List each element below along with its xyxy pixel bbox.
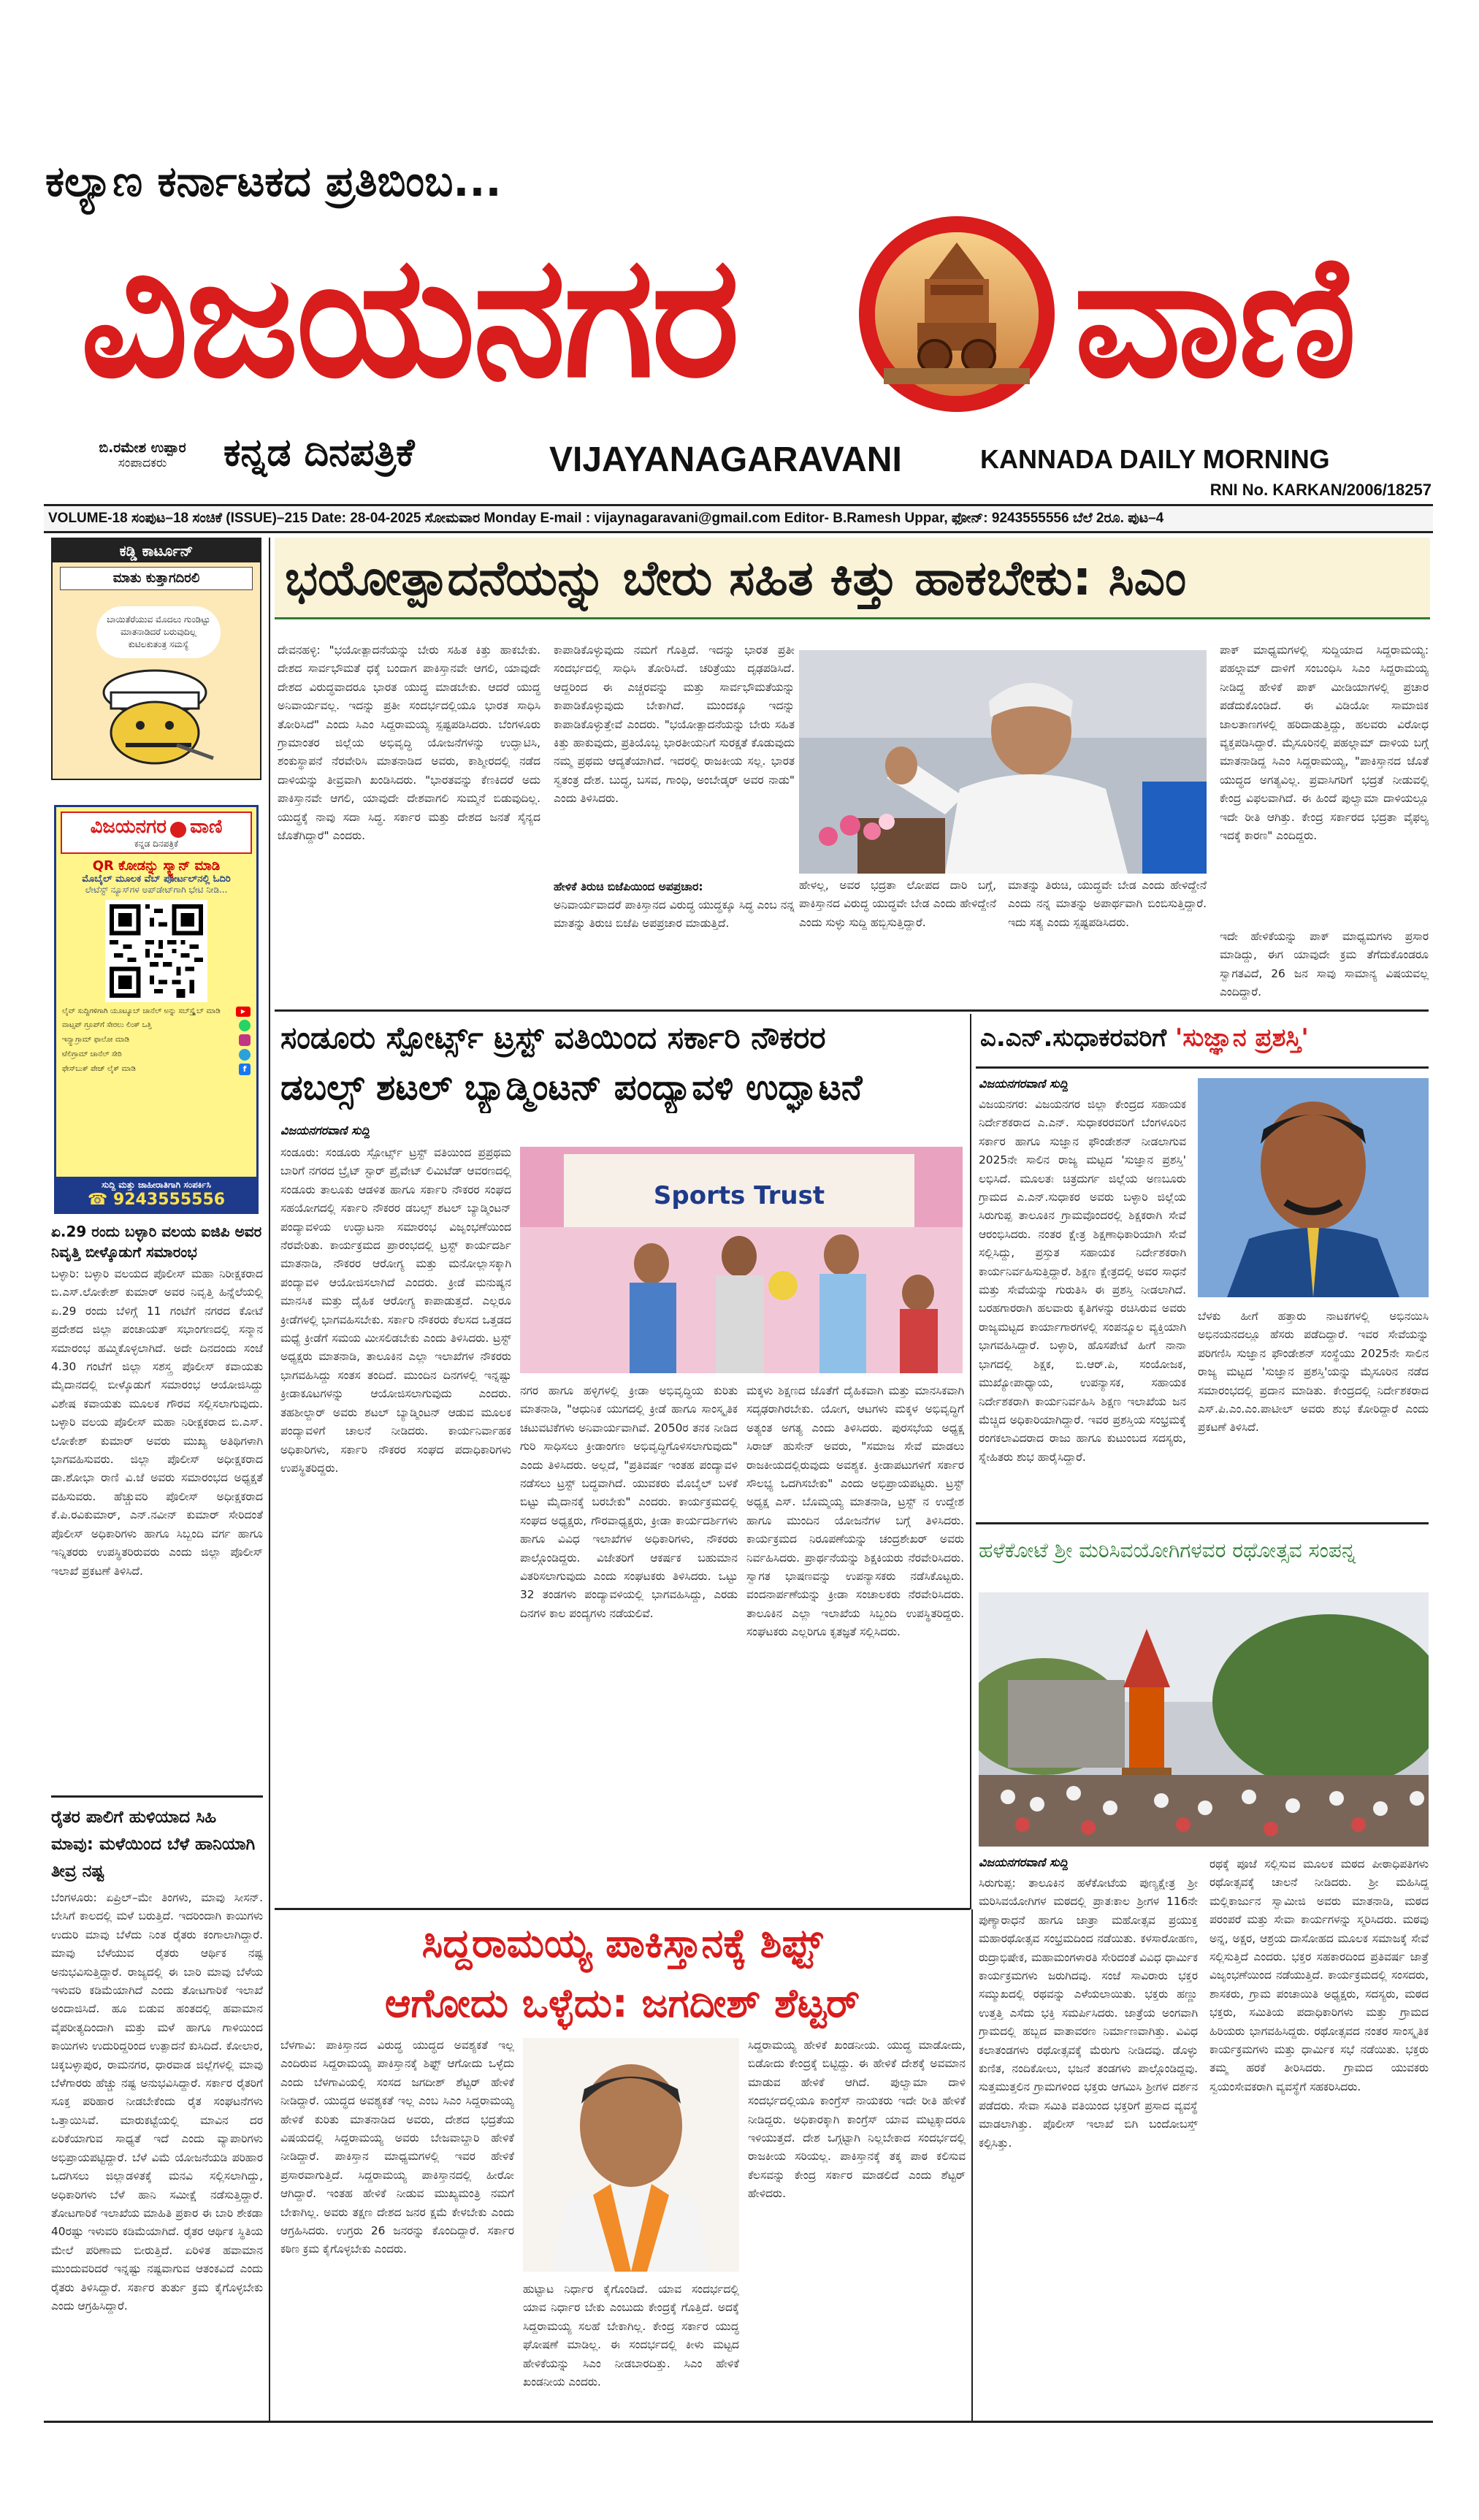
ad-line1: QR ಕೋಡನ್ನು ಸ್ಕ್ಯಾನ್ ಮಾಡಿ [92,858,221,874]
subscription-ad [54,805,259,1214]
lead-col-2: ಕಾಪಾಡಿಕೊಳ್ಳುವುದು ನಮಗೆ ಗೊತ್ತಿದೆ. ಇದನ್ನು ಭಾರತ ಪ್ರತೀ ಸಂದರ್ಭದಲ್ಲಿ ಸಾಧಿಸಿ ತೋರಿಸಿದೆ. ಚರಿತ್ರೆಯು ದೃಢಪಡಿಸಿದೆ. ಆದ್ದರಿಂದ ಈ ಎಚ್ಚರವನ್ನು ಮತ್ತು ಸಾರ್ವಭೌಮತೆಯನ್ನು ಕಾಪಾಡಿಕೊಳ್ಳುವುದು ಬೇಕಾಗಿದೆ. ಮುಂದಕ್ಕೂ ಇದನ್ನು ಕಾಪಾಡಿಕೊಳ್ಳುತ್ತೇವೆ ಎಂದರು. "ಭಯೋತ್ಪಾದನೆಯನ್ನು ಬೇರು ಸಹಿತ ಕಿತ್ತು ಹಾಕುವುದು, ಪ್ರತಿಯೊಬ್ಬ ಭಾರತೀಯನಿಗೆ ಸುರಕ್ಷತೆ ಕೊಡುವುದು ನಮ್ಮ ಪ್ರಥಮ ಆದ್ಯತೆಯಾಗಿದೆ. ಇದರಲ್ಲಿ ರಾಜಕೀಯ ಸಲ್ಲ. ಭಾರತ ಸ್ವತಂತ್ರ ದೇಶ. ಬುದ್ಧ, ಬಸವ, ಗಾಂಧಿ, ಅಂಬೇಡ್ಕರ್ ಅವರ ನಾಡು" ಎಂದು ತಿಳಿಸಿದರು. [554,644,795,806]
award-headline-name: ಎ.ಎನ್.ಸುಧಾಕರವರಿಗೆ [980,1023,1175,1053]
shettar-headline [275,1914,970,2034]
sports-headline-1: ಸಂಡೂರು ಸ್ಪೋರ್ಟ್ಸ್ ಟ್ರಸ್ಟ್ ವತಿಯಿಂದ ಸರ್ಕಾರಿ ನೌಕರರ [280,1020,826,1055]
sports-col-1: ಸಂಡೂರು: ಸಂಡೂರು ಸ್ಪೋರ್ಟ್ಸ್ ಟ್ರಸ್ಟ್ ವತಿಯಿಂದ ಪ್ರಪ್ರಥಮ ಬಾರಿಗೆ ನಗರದ ಬ್ರೈಟ್ ಸ್ಟಾರ್ ಪ್ರೈವೇಟ್ ಲಿಮಿಟೆಡ್ ಆವರಣದಲ್ಲಿ ಸಂಡೂರು ತಾಲೂಕು ಆಡಳಿತ ಹಾಗೂ ಸರ್ಕಾರಿ ನೌಕರರ ಸಂಘದ ಸಹಯೋಗದಲ್ಲಿ ಸರ್ಕಾರಿ ನೌಕರರ ಡಬಲ್ಸ್ ಶಟಲ್ ಬ್ಯಾಡ್ಮಿಂಟನ್ ಪಂದ್ಯಾವಳಿಯ ಉದ್ಘಾಟನಾ ಸಮಾರಂಭ ವಿಜೃಂಭಣೆಯಿಂದ ನೆರವೇರಿತು. ಕಾರ್ಯಕ್ರಮದ ಪ್ರಾರಂಭದಲ್ಲಿ ಟ್ರಸ್ಟ್ ಕಾರ್ಯದರ್ಶಿ ಮಾತನಾಡಿ, ನೌಕರರ ಆರೋಗ್ಯ ಮತ್ತು ಮನೋಲ್ಲಾಸಕ್ಕಾಗಿ ಪಂದ್ಯಾವಳಿ ಆಯೋಜಿಸಲಾಗಿದೆ ಎಂದರು. ಕ್ರೀಡೆ ಮನುಷ್ಯನ ಮಾನಸಿಕ ಮತ್ತು ದೈಹಿಕ ಆರೋಗ್ಯ ಕಾಪಾಡುತ್ತದೆ. ಎಲ್ಲರೂ ಕ್ರೀಡೆಗಳಲ್ಲಿ ಭಾಗವಹಿಸಬೇಕು. ಸರ್ಕಾರಿ ನೌಕರರು ಕೆಲಸದ ಒತ್ತಡದ ಮಧ್ಯೆ ಕ್ರೀಡೆಗೆ ಸಮಯ ಮೀಸಲಿಡಬೇಕು ಎಂದು ತಿಳಿಸಿದರು. ಟ್ರಸ್ಟ್ ಅಧ್ಯಕ್ಷರು ಮಾತನಾಡಿ, ತಾಲೂಕಿನ ಎಲ್ಲಾ ಇಲಾಖೆಗಳ ನೌಕರರು ಭಾಗವಹಿಸಿದ್ದು ಸಂತಸ ತಂದಿದೆ. ಮುಂದಿನ ದಿನಗಳಲ್ಲಿ ಇನ್ನಷ್ಟು ಕ್ರೀಡಾಕೂಟಗಳನ್ನು ಆಯೋಜಿಸಲಾಗುವುದು ಎಂದರು. ತಹಶೀಲ್ದಾರ್ ಅವರು ಶಟಲ್ ಬ್ಯಾಡ್ಮಿಂಟನ್ ಆಡುವ ಮೂಲಕ ಪಂದ್ಯಾವಳಿಗೆ ಚಾಲನೆ ನೀಡಿದರು. ಕಾರ್ಯನಿರ್ವಾಹಕ ಅಧಿಕಾರಿಗಳು, ಸರ್ಕಾರಿ ನೌಕರರ ಸಂಘದ ಪದಾಧಿಕಾರಿಗಳು ಉಪಸ್ಥಿತರಿದ್ದರು. [280,1146,511,1475]
lead-subhead-body: ಅನಿವಾರ್ಯವಾದರೆ ಪಾಕಿಸ್ತಾನದ ವಿರುದ್ಧ ಯುದ್ಧಕ್ಕೂ ಸಿದ್ಧ ಎಂಬ ನನ್ನ ಮಾತನ್ನು ತಿರುಚಿ ಬಿಜೆಪಿ ಅಪಪ್ರಚಾರ ಮಾಡುತ್ತಿದೆ. [554,898,795,931]
left-story-1-headline: ಏ.29 ರಂದು ಬಳ್ಳಾರಿ ವಲಯ ಐಜಿಪಿ ಅವರ ನಿವೃತ್ತಿ ಬೀಳ್ಕೊಡುಗೆ ಸಮಾರಂಭ [51,1223,262,1261]
rni-number: RNI No. KARKAN/2006/18257 [1209,481,1432,499]
editor-name: ಬಿ.ರಮೇಶ ಉಪ್ಪಾರ [99,440,186,456]
cartoon-box [51,538,261,780]
kannada-daily-label: ಕನ್ನಡ ದಿನಪತ್ರಿಕೆ [223,431,415,475]
phone-icon: ☎ [87,1191,113,1209]
masthead-tagline: ಕಲ್ಯಾಣ ಕರ್ನಾಟಕದ ಪ್ರತಿಬಿಂಬ... [45,156,502,206]
ad-social-text: ಇನ್ಸ್ಟಾಗ್ರಾಮ್ ಫಾಲೋ ಮಾಡಿ [62,1036,130,1044]
divider [275,1908,970,1910]
vertical-divider [269,538,270,2421]
masthead-title-right: ವಾಣಿ [1074,220,1354,415]
left-story-2-headline: ರೈತರ ಪಾಲಿಗೆ ಹುಳಿಯಾದ ಸಿಹಿ ಮಾವು: ಮಳೆಯಿಂದ ಬೆಳೆ ಹಾನಿಯಾಗಿ ತೀವ್ರ ನಷ್ಟ [51,1808,256,1881]
ad-phone-number: 9243555556 [112,1191,226,1209]
lead-col-4-tail: ಇದೇ ಹೇಳಿಕೆಯನ್ನು ಪಾಕ್ ಮಾಧ್ಯಮಗಳು ಪ್ರಸಾರ ಮಾಡಿದ್ದು, ಈಗ ಯಾವುದೇ ಕ್ರಮ ತೆಗೆದುಕೊಂಡರೂ ಸ್ವಾಗತವಿದೆ, 26 ಜನ ಸಾವು ಸಾಮಾನ್ಯ ವಿಷಯವಲ್ಲ ಎಂದಿದ್ದಾರೆ. [1220,930,1429,999]
info-bar-text: VOLUME-18 ಸಂಪುಟ–18 ಸಂಚಿಕೆ (ISSUE)–215 Date: 28-04-2025 ಸೋಮವಾರ Monday E-mail : vijaynagaravani@gmail.com Editor- B.Ramesh Uppar, ಫೋನ್: 9243555556 ಬೆಲೆ 2ರೂ. ಪುಟ–4 [48,511,1164,526]
festival-byline: ವಿಜಯನಗರವಾಣಿ ಸುದ್ದಿ [979,1855,1069,1869]
sports-col-2: ನಗರ ಹಾಗೂ ಹಳ್ಳಿಗಳಲ್ಲಿ ಕ್ರೀಡಾ ಅಭಿವೃದ್ಧಿಯ ಕುರಿತು ಮಾತನಾಡಿ, "ಆಧುನಿಕ ಯುಗದಲ್ಲಿ ಕ್ರೀಡೆ ಹಾಗೂ ಸಾಂಸ್ಕೃತಿಕ ಚಟುವಟಿಕೆಗಳು ಅನಿವಾರ್ಯವಾಗಿವೆ. 2050ರ ತನಕ ನೀಡಿದ ಗುರಿ ಸಾಧಿಸಲು ಕ್ರೀಡಾಂಗಣ ಅಭಿವೃದ್ಧಿಗೊಳಿಸಲಾಗುವುದು" ಎಂದು ತಿಳಿಸಿದರು. ಅಲ್ಲದೆ, "ಪ್ರತಿವರ್ಷ ಇಂತಹ ಪಂದ್ಯಾವಳಿ ನಡೆಸಲು ಟ್ರಸ್ಟ್ ಬದ್ಧವಾಗಿದೆ. ಯುವಕರು ಮೊಬೈಲ್ ಬಳಕೆ ಬಿಟ್ಟು ಮೈದಾನಕ್ಕೆ ಬರಬೇಕು" ಎಂದರು. ಕಾರ್ಯಕ್ರಮದಲ್ಲಿ ಸಂಘದ ಅಧ್ಯಕ್ಷರು, ಗೌರವಾಧ್ಯಕ್ಷರು, ಕ್ರೀಡಾ ಕಾರ್ಯದರ್ಶಿಗಳು ಹಾಗೂ ವಿವಿಧ ಇಲಾಖೆಗಳ ಅಧಿಕಾರಿಗಳು, ನೌಕರರು ಪಾಲ್ಗೊಂಡಿದ್ದರು. ವಿಜೇತರಿಗೆ ಆಕರ್ಷಕ ಬಹುಮಾನ ವಿತರಿಸಲಾಗುವುದು ಎಂದು ಸಂಘಟಕರು ತಿಳಿಸಿದರು. ಒಟ್ಟು 32 ತಂಡಗಳು ಪಂದ್ಯಾವಳಿಯಲ್ಲಿ ಭಾಗವಹಿಸಿದ್ದು, ಎರಡು ದಿನಗಳ ಕಾಲ ಪಂದ್ಯಗಳು ನಡೆಯಲಿವೆ. [520,1384,738,1620]
divider [976,1522,1429,1524]
festival-headline: ಹಳೆಕೋಟೆ ಶ್ರೀ ಮರಿಸಿವಯೋಗಿಗಳವರ ರಥೋತ್ಸವ ಸಂಪನ್ನ [979,1538,1356,1562]
ad-social-instagram[interactable] [62,1034,251,1046]
editor-block [95,440,190,470]
ad-brand-left: ವಿಜಯನಗರ [90,816,167,838]
qr-code[interactable] [105,900,207,1002]
cartoon-bubble: ಬಾಯಿತೆರೆಯುವ ಮೊದಲು ಗುಂಡಿಟ್ಟು ಮಾತನಾಡಿದರೆ ಬರುವುದಿಲ್ಲ ಕುಟಿಲಕುತಂತ್ರ ಸಮಸ್ಯೆ [96,606,221,658]
award-byline: ವಿಜಯನಗರವಾಣಿ ಸುದ್ದಿ [979,1077,1069,1091]
lead-subhead: ಹೇಳಿಕೆ ತಿರುಚಿ ಬಿಜೆಪಿಯಿಂದ ಅಪಪ್ರಚಾರ: [554,880,703,893]
shettar-photo [523,2038,739,2272]
festival-col-1: ಸಿರುಗುಪ್ಪ: ತಾಲೂಕಿನ ಹಳೆಕೋಟೆಯ ಪುಣ್ಯಕ್ಷೇತ್ರ ಶ್ರೀ ಮರಿಸಿವಯೋಗಿಗಳ ಮಠದಲ್ಲಿ ಪ್ರಾತಃಕಾಲ ಶ್ರೀಗಳ 116ನೇ ಪುಣ್ಯಾರಾಧನೆ ಹಾಗೂ ಜಾತ್ರಾ ಮಹೋತ್ಸವ ಪ್ರಯುಕ್ತ ಮಹಾರಥೋತ್ಸವ ಸಂಭ್ರಮದಿಂದ ನಡೆಯಿತು. ಕಳಸಾರೋಹಣ, ರುದ್ರಾಭಿಷೇಕ, ಮಹಾಮಂಗಳಾರತಿ ಸೇರಿದಂತೆ ವಿವಿಧ ಧಾರ್ಮಿಕ ಕಾರ್ಯಕ್ರಮಗಳು ಜರುಗಿದವು. ಸಂಜೆ ಸಾವಿರಾರು ಭಕ್ತರ ಸಮ್ಮುಖದಲ್ಲಿ ರಥವನ್ನು ಎಳೆಯಲಾಯಿತು. ಭಕ್ತರು ಹಣ್ಣು ಉತ್ತತ್ತಿ ಎಸೆದು ಭಕ್ತಿ ಸಮರ್ಪಿಸಿದರು. ಜಾತ್ರೆಯ ಅಂಗವಾಗಿ ಗ್ರಾಮದಲ್ಲಿ ಹಬ್ಬದ ವಾತಾವರಣ ನಿರ್ಮಾಣವಾಗಿತ್ತು. ವಿವಿಧ ಕಲಾತಂಡಗಳು ರಥೋತ್ಸವಕ್ಕೆ ಮೆರುಗು ನೀಡಿದವು. ಡೊಳ್ಳು ಕುಣಿತ, ನಂದಿಕೋಲು, ಭಜನೆ ತಂಡಗಳು ಪಾಲ್ಗೊಂಡಿದ್ದವು. ಸುತ್ತಮುತ್ತಲಿನ ಗ್ರಾಮಗಳಿಂದ ಭಕ್ತರು ಆಗಮಿಸಿ ಶ್ರೀಗಳ ದರ್ಶನ ಪಡೆದರು. ಸೇವಾ ಸಮಿತಿ ವತಿಯಿಂದ ಭಕ್ತರಿಗೆ ಪ್ರಸಾದ ವ್ಯವಸ್ಥೆ ಮಾಡಲಾಗಿತ್ತು. ಪೊಲೀಸ್ ಇಲಾಖೆ ಬಿಗಿ ಬಂದೋಬಸ್ತ್ ಕಲ್ಪಿಸಿತ್ತು. [979,1876,1198,2150]
ad-phone[interactable] [56,1191,256,1209]
award-headline [976,1014,1429,1062]
award-story [976,1014,1429,1062]
award-body: ವಿಜಯನಗರ: ವಿಜಯನಗರ ಜಿಲ್ಲಾ ಕೇಂದ್ರದ ಸಹಾಯಕ ನಿರ್ದೇಶಕರಾದ ಎ.ಎನ್. ಸುಧಾಕರರವರಿಗೆ ಬೆಂಗಳೂರಿನ ಸರ್ಕಾರ ಹಾಗೂ ಸುಜ್ಞಾನ ಫೌಂಡೇಶನ್ ನೀಡಲಾಗುವ 2025ನೇ ಸಾಲಿನ ರಾಜ್ಯ ಮಟ್ಟದ 'ಸುಜ್ಞಾನ ಪ್ರಶಸ್ತಿ' ಲಭಿಸಿದೆ. ಮೂಲತಃ ಚಿತ್ರದುರ್ಗ ಜಿಲ್ಲೆಯ ಅಣಬೂರು ಗ್ರಾಮದ ಎ.ಎನ್.ಸುಧಾಕರ ಅವರು ಬಳ್ಳಾರಿ ಜಿಲ್ಲೆಯ ಸಿರುಗುಪ್ಪ ತಾಲೂಕಿನ ಗ್ರಾಮವೊಂದರಲ್ಲಿ ಶಿಕ್ಷಕರಾಗಿ ಸೇವೆ ಆರಂಭಿಸಿದರು. ನಂತರ ಕ್ಷೇತ್ರ ಶಿಕ್ಷಣಾಧಿಕಾರಿಯಾಗಿ ಸೇವೆ ಸಲ್ಲಿಸಿದ್ದು, ಪ್ರಸ್ತುತ ಸಹಾಯಕ ನಿರ್ದೇಶಕರಾಗಿ ಕಾರ್ಯನಿರ್ವಹಿಸುತ್ತಿದ್ದಾರೆ. ಶಿಕ್ಷಣ ಕ್ಷೇತ್ರದಲ್ಲಿ ಅವರ ಸಾಧನೆ ಮತ್ತು ಸೇವೆಯನ್ನು ಗುರುತಿಸಿ ಈ ಪ್ರಶಸ್ತಿ ನೀಡಲಾಗಿದೆ. ಬರಹಗಾರರಾಗಿ ಹಲವಾರು ಕೃತಿಗಳನ್ನು ರಚಿಸಿರುವ ಅವರು ರಾಜ್ಯಮಟ್ಟದ ಕಾರ್ಯಾಗಾರಗಳಲ್ಲಿ ಸಂಪನ್ಮೂಲ ವ್ಯಕ್ತಿಯಾಗಿ ಭಾಗವಹಿಸಿದ್ದಾರೆ. ಬಳ್ಳಾರಿ, ಹೊಸಪೇಟೆ ಹೀಗೆ ನಾನಾ ಭಾಗದಲ್ಲಿ ಶಿಕ್ಷಕ, ಬಿ.ಆರ್.ಪಿ, ಸಂಯೋಜಕ, ಮುಖ್ಯೋಪಾಧ್ಯಾಯ, ಉಪನ್ಯಾಸಕ, ಸಹಾಯಕ ನಿರ್ದೇಶಕರಾಗಿ ಕಾರ್ಯನಿರ್ವಹಿಸಿ ಶಿಕ್ಷಣ ಇಲಾಖೆಯ ಜನ ಮೆಚ್ಚಿದ ಅಧಿಕಾರಿಯಾಗಿದ್ದಾರೆ. ಇವರ ಪ್ರಶಸ್ತಿಯ ಸಂಭ್ರಮಕ್ಕೆ ರಂಗಕಲಾವಿದರಾದ ರಾಜು ಹಾಗೂ ಕುಟುಂಬದ ಸದಸ್ಯರು, ಸ್ನೇಹಿತರು ಶುಭ ಹಾರೈಸಿದ್ದಾರೆ. [979,1098,1186,1464]
info-bar [44,504,1433,533]
ad-line2: ಮೊಬೈಲ್ ಮೂಲಕ ವೆಬ್ ಪೋರ್ಟಲ್‌ನಲ್ಲಿ ಓದಿರಿ [82,874,231,885]
shettar-col-1: ಬೆಳಗಾವಿ: ಪಾಕಿಸ್ತಾನದ ವಿರುದ್ಧ ಯುದ್ಧದ ಅವಶ್ಯಕತೆ ಇಲ್ಲ ಎಂದಿರುವ ಸಿದ್ದರಾಮಯ್ಯ ಪಾಕಿಸ್ತಾನಕ್ಕೆ ಶಿಫ್ಟ್ ಆಗೋದು ಒಳ್ಳೆದು ಎಂದು ಬೆಳಗಾವಿಯಲ್ಲಿ ಸಂಸದ ಜಗದೀಶ್ ಶೆಟ್ಟರ್ ಹೇಳಿಕೆ ನೀಡಿದ್ದಾರೆ. ಯುದ್ಧದ ಅವಶ್ಯಕತೆ ಇಲ್ಲ ಎಂಬ ಸಿಎಂ ಸಿದ್ದರಾಮಯ್ಯ ಹೇಳಿಕೆ ಕುರಿತು ಮಾತನಾಡಿದ ಅವರು, ದೇಶದ ಭದ್ರತೆಯ ವಿಷಯದಲ್ಲಿ ಸಿದ್ದರಾಮಯ್ಯ ಅವರು ಬೇಜವಾಬ್ದಾರಿ ಹೇಳಿಕೆ ನೀಡಿದ್ದಾರೆ. ಪಾಕಿಸ್ತಾನ ಮಾಧ್ಯಮಗಳಲ್ಲಿ ಇವರ ಹೇಳಿಕೆ ಪ್ರಸಾರವಾಗುತ್ತಿದೆ. ಸಿದ್ದರಾಮಯ್ಯ ಪಾಕಿಸ್ತಾನದಲ್ಲಿ ಹೀರೋ ಆಗಿದ್ದಾರೆ. ಇಂತಹ ಹೇಳಿಕೆ ನೀಡುವ ಮುಖ್ಯಮಂತ್ರಿ ನಮಗೆ ಬೇಕಾಗಿಲ್ಲ. ಅವರು ತಕ್ಷಣ ದೇಶದ ಜನರ ಕ್ಷಮೆ ಕೇಳಬೇಕು ಎಂದು ಆಗ್ರಹಿಸಿದರು. ಉಗ್ರರು 26 ಜನರನ್ನು ಕೊಂದಿದ್ದಾರೆ. ಸರ್ಕಾರ ಕಠಿಣ ಕ್ರಮ ಕೈಗೊಳ್ಳಬೇಕು ಎಂದರು. [280,2039,514,2256]
whatsapp-icon [239,1020,251,1031]
ad-social-whatsapp[interactable] [62,1020,251,1031]
award-tail: ಬೆಳಕು ಹೀಗೆ ಹತ್ತಾರು ನಾಟಕಗಳಲ್ಲಿ ಅಭಿನಯಿಸಿ ಅಭಿನಯನದಲ್ಲೂ ಹೆಸರು ಪಡೆದಿದ್ದಾರೆ. ಇವರ ಸೇವೆಯನ್ನು ಪರಿಗಣಿಸಿ ಸುಜ್ಞಾನ ಫೌಂಡೇಶನ್ ಸಂಸ್ಥೆಯು 2025ನೇ ಸಾಲಿನ ರಾಜ್ಯ ಮಟ್ಟದ 'ಸುಜ್ಞಾನ ಪ್ರಶಸ್ತಿ'ಯನ್ನು ಮೈಸೂರಿನ ನಡೆದ ಸಮಾರಂಭದಲ್ಲಿ ಪ್ರದಾನ ಮಾಡಿತು. ಕೇಂದ್ರದಲ್ಲಿ ನಿರ್ದೇಶಕರಾದ ಎಸ್.ಪಿ.ಎಂ.ಎಂ.ಪಾಟೀಲ್ ಅವರು ಶುಭ ಕೋರಿದ್ದಾರೆ ಎಂದು ಪ್ರಕಟಣೆ ತಿಳಿಸಿದೆ. [1198,1310,1429,1435]
ad-social-facebook[interactable] [62,1064,251,1075]
ad-social-list [62,1007,251,1075]
vertical-divider [970,1014,971,1909]
lead-headline: ಭಯೋತ್ಪಾದನೆಯನ್ನು ಬೇರು ಸಹಿತ ಕಿತ್ತು ಹಾಕಬೇಕು: ಸಿಎಂ [285,550,1187,606]
ad-social-text: ಲೈವ್ ಸುದ್ದಿಗಳಿಗಾಗಿ ಯೂಟ್ಯೂಬ್ ಚಾನೆಲ್ ಅನ್ನು ಸಬ್‌ಸ್ಕ್ರೈಬ್ ಮಾಡಿ [62,1007,221,1015]
ad-social-text: ಟೆಲಿಗ್ರಾಮ್ ಚಾನೆಲ್ ಸೇರಿ [62,1050,122,1058]
english-subtitle: KANNADA DAILY MORNING [980,444,1330,474]
facebook-icon: f [239,1064,251,1075]
lead-col-2-sub [554,878,795,1007]
telegram-icon [239,1049,251,1061]
shettar-col-2: ಹುಟ್ಟಾಟ ನಿರ್ಧಾರ ಕೈಗೊಂಡಿದೆ. ಯಾವ ಸಂದರ್ಭದಲ್ಲಿ ಯಾವ ನಿರ್ಧಾರ ಬೇಕು ಎಂಬುದು ಕೇಂದ್ರಕ್ಕೆ ಗೊತ್ತಿದೆ. ಅದಕ್ಕೆ ಸಿದ್ದರಾಮಯ್ಯ ಸಲಹೆ ಬೇಕಾಗಿಲ್ಲ. ಕೇಂದ್ರ ಸರ್ಕಾರ ಯುದ್ಧ ಘೋಷಣೆ ಮಾಡಿಲ್ಲ. ಈ ಸಂದರ್ಭದಲ್ಲಿ ಕೀಳು ಮಟ್ಟದ ಹೇಳಿಕೆಯನ್ನು ಸಿಎಂ ನೀಡಬಾರದಿತ್ತು. ಸಿಎಂ ಹೇಳಿಕೆ ಖಂಡನೀಯ ಎಂದರು. [523,2283,739,2389]
cartoon-figure [67,663,242,773]
ad-brand [61,812,252,854]
sports-banner-text: Sports Trust [653,1181,825,1210]
ad-line3: ಲೇಟೆಸ್ಟ್ ನ್ಯೂಸ್‌ಗಳ ಅಪ್‌ಡೇಟ್‌ಗಾಗಿ ಭೇಟಿ ನೀಡಿ... [85,885,228,895]
sports-photo [520,1147,963,1373]
left-story-2 [51,1804,263,2431]
cartoon-title: ಮಾತು ಕುತ್ತಾಗದಿರಲಿ [60,567,253,590]
ad-brand-right: ವಾಣಿ [190,816,223,838]
ad-social-youtube[interactable] [62,1007,251,1017]
lead-col-3b: ಮಾತನ್ನು ತಿರುಚಿ, ಯುದ್ಧವೇ ಬೇಡ ಎಂದು ಹೇಳಿದ್ದೇನೆ ಎಂದು ನನ್ನ ಮಾತನ್ನು ಅಪಾರ್ಥವಾಗಿ ಬಿಂಬಿಸುತ್ತಿದ್ದಾರೆ. ಇದು ಸತ್ಯ ಎಂದು ಸ್ಪಷ್ಟಪಡಿಸಿದರು. [1008,879,1207,929]
sports-headline-2: ಡಬಲ್ಸ್ ಶಟಲ್ ಬ್ಯಾಡ್ಮಿಂಟನ್ ಪಂದ್ಯಾವಳಿ ಉದ್ಘಾಟನೆ [280,1067,863,1108]
ad-contact [56,1177,256,1212]
shettar-headline-1: ಸಿದ್ದರಾಮಯ್ಯ ಪಾಕಿಸ್ತಾನಕ್ಕೆ ಶಿಫ್ಟ್ [421,1920,823,1966]
shettar-headline-2: ಆಗೋದು ಒಳ್ಳೆದು: ಜಗದೀಶ್ ಶೆಟ್ಟರ್ [384,1980,860,2026]
lead-headline-band [275,538,1430,619]
left-story-2-body: ಬೆಂಗಳೂರು: ಏಪ್ರಿಲ್–ಮೇ ತಿಂಗಳು, ಮಾವು ಸೀಸನ್. ಬೇಸಿಗೆ ಕಾಲದಲ್ಲಿ ಮಳೆ ಬರುತ್ತಿದೆ. ಇದರಿಂದಾಗಿ ಕಾಯಿಗಳು ಉದುರಿ ಮಾವು ಬೆಳೆದು ನಿಂತ ರೈತರು ಕಂಗಾಲಾಗಿದ್ದಾರೆ. ಮಾವು ಬೆಳೆಯುವ ರೈತರು ಆರ್ಥಿಕ ನಷ್ಟ ಅನುಭವಿಸುತ್ತಿದ್ದಾರೆ. ರಾಜ್ಯದಲ್ಲಿ ಈ ಬಾರಿ ಮಾವು ಬೆಳೆಯ ಇಳುವರಿ ಕಡಿಮೆಯಾಗಿದೆ ಎಂದು ತೋಟಗಾರಿಕೆ ಇಲಾಖೆ ಅಂದಾಜಿಸಿದೆ. ಹೂ ಬಿಡುವ ಹಂತದಲ್ಲಿ ಹವಾಮಾನ ವೈಪರೀತ್ಯದಿಂದಾಗಿ ಮತ್ತು ಮಳೆ ಹಾಗೂ ಗಾಳಿಯಿಂದ ಕಾಯಿಗಳು ಉದುರಿದ್ದರಿಂದ ಉತ್ಪಾದನೆ ಕುಸಿದಿದೆ. ಕೋಲಾರ, ಚಿಕ್ಕಬಳ್ಳಾಪುರ, ರಾಮನಗರ, ಧಾರವಾಡ ಜಿಲ್ಲೆಗಳಲ್ಲಿ ಮಾವು ಬೆಳೆಗಾರರು ಹೆಚ್ಚು ನಷ್ಟ ಅನುಭವಿಸಿದ್ದಾರೆ. ಸರ್ಕಾರ ರೈತರಿಗೆ ಸೂಕ್ತ ಪರಿಹಾರ ನೀಡಬೇಕೆಂದು ರೈತ ಸಂಘಟನೆಗಳು ಒತ್ತಾಯಿಸಿವೆ. ಮಾರುಕಟ್ಟೆಯಲ್ಲಿ ಮಾವಿನ ದರ ಏರಿಕೆಯಾಗುವ ಸಾಧ್ಯತೆ ಇದೆ ಎಂದು ವ್ಯಾಪಾರಿಗಳು ಅಭಿಪ್ರಾಯಪಟ್ಟಿದ್ದಾರೆ. ಬೆಳೆ ವಿಮೆ ಯೋಜನೆಯಡಿ ಪರಿಹಾರ ಒದಗಿಸಲು ಜಿಲ್ಲಾಡಳಿತಕ್ಕೆ ಮನವಿ ಸಲ್ಲಿಸಲಾಗಿದ್ದು, ಅಧಿಕಾರಿಗಳು ಬೆಳೆ ಹಾನಿ ಸಮೀಕ್ಷೆ ನಡೆಸುತ್ತಿದ್ದಾರೆ. ತೋಟಗಾರಿಕೆ ಇಲಾಖೆಯ ಮಾಹಿತಿ ಪ್ರಕಾರ ಈ ಬಾರಿ ಶೇಕಡಾ 40ರಷ್ಟು ಇಳುವರಿ ಕಡಿಮೆಯಾಗಿದೆ. ರೈತರ ಆರ್ಥಿಕ ಸ್ಥಿತಿಯ ಮೇಲೆ ಪರಿಣಾಮ ಬೀರುತ್ತಿದೆ. ಏರಿಳಿತ ಹವಾಮಾನ ಮುಂದುವರಿದರೆ ಇನ್ನಷ್ಟು ನಷ್ಟವಾಗುವ ಆತಂಕವಿದೆ ಎಂದು ರೈತರು ತಿಳಿಸಿದ್ದಾರೆ. ಸರ್ಕಾರ ತುರ್ತು ಕ್ರಮ ಕೈಗೊಳ್ಳಬೇಕು ಎಂದು ಆಗ್ರಹಿಸಿದ್ದಾರೆ. [51,1891,263,2313]
ad-social-telegram[interactable] [62,1049,251,1061]
sudhakar-photo [1198,1078,1429,1297]
vertical-divider [971,1909,973,2421]
lead-col-3a: ಹೇಳಲ್ಲ, ಅವರ ಭದ್ರತಾ ಲೋಪದ ದಾರಿ ಬಗ್ಗೆ, ಪಾಕಿಸ್ತಾನದ ವಿರುದ್ಧ ಯುದ್ಧವೇ ಬೇಡ ಎಂದು ಹೇಳಿದ್ದೇನೆ ಎಂದು ಸುಳ್ಳು ಸುದ್ದಿ ಹಬ್ಬಿಸುತ್ತಿದ್ದಾರೆ. [799,879,996,929]
left-story-1 [51,1221,263,1790]
ad-social-text: ವಾಟ್ಸಪ್ ಗ್ರೂಪ್‌ಗೆ ಸೇರಲು ಲಿಂಕ್ ಒತ್ತಿ [62,1021,152,1029]
sports-byline: ವಿಜಯನಗರವಾಣಿ ಸುದ್ದಿ [280,1123,370,1137]
festival-photo [979,1592,1429,1847]
divider [976,1066,1429,1069]
shettar-col-3: ಸಿದ್ದರಾಮಯ್ಯ ಹೇಳಿಕೆ ಖಂಡನೀಯ. ಯುದ್ಧ ಮಾಡೋದು, ಬಿಡೋದು ಕೇಂದ್ರಕ್ಕೆ ಬಿಟ್ಟಿದ್ದು. ಈ ಹೇಳಿಕೆ ದೇಶಕ್ಕೆ ಅವಮಾನ ಮಾಡುವ ಹೇಳಿಕೆ ಆಗಿದೆ. ಪುಲ್ವಾಮಾ ದಾಳಿ ಸಂದರ್ಭದಲ್ಲಿಯೂ ಕಾಂಗ್ರೆಸ್ ನಾಯಕರು ಇದೇ ರೀತಿ ಹೇಳಿಕೆ ನೀಡಿದ್ದರು. ಅಧಿಕಾರಕ್ಕಾಗಿ ಕಾಂಗ್ರೆಸ್ ಯಾವ ಮಟ್ಟಕ್ಕಾದರೂ ಇಳಿಯುತ್ತದೆ. ದೇಶ ಒಗ್ಗಟ್ಟಾಗಿ ನಿಲ್ಲಬೇಕಾದ ಸಂದರ್ಭದಲ್ಲಿ ರಾಜಕೀಯ ಸರಿಯಲ್ಲ. ಪಾಕಿಸ್ತಾನಕ್ಕೆ ತಕ್ಕ ಪಾಠ ಕಲಿಸುವ ಕೆಲಸವನ್ನು ಕೇಂದ್ರ ಸರ್ಕಾರ ಮಾಡಲಿದೆ ಎಂದು ಶೆಟ್ಟರ್ ಹೇಳಿದರು. [748,2039,966,2201]
instagram-icon [239,1034,251,1046]
editor-role: ಸಂಪಾದಕರು [118,456,167,470]
award-headline-title: 'ಸುಜ್ಞಾನ ಪ್ರಶಸ್ತಿ' [1174,1023,1309,1053]
cm-photo [799,650,1207,874]
masthead-title-left: ವಿಜಯನಗರ [80,220,738,415]
ad-social-text: ಫೇಸ್‌ಬುಕ್ ಪೇಜ್ ಲೈಕ್ ಮಾಡಿ [62,1065,136,1073]
bottom-rule [44,2421,1433,2423]
ad-brand-sub: ಕನ್ನಡ ದಿನಪತ್ರಿಕೆ [134,839,178,849]
lead-col-1: ದೇವನಹಳ್ಳಿ: "ಭಯೋತ್ಪಾದನೆಯನ್ನು ಬೇರು ಸಹಿತ ಕಿತ್ತು ಹಾಕಬೇಕು. ದೇಶದ ಸಾರ್ವಭೌಮತೆ ಧಕ್ಕೆ ಬಂದಾಗ ಪಾಕಿಸ್ತಾನವೇ ಆಗಲಿ, ಯಾವುದೇ ದೇಶದ ವಿರುದ್ಧವಾದರೂ ಭಾರತ ಯುದ್ಧ ಮಾಡಬೇಕು. ಆದರೆ ಯುದ್ಧ ಅನಿವಾರ್ಯವಲ್ಲ. ಇದನ್ನು ಪ್ರತೀ ಸಂದರ್ಭದಲ್ಲಿಯೂ ಭಾರತ ಸಾಧಿಸಿ ತೋರಿಸಿದೆ" ಎಂದು ಸಿಎಂ ಸಿದ್ದರಾಮಯ್ಯ ಸ್ಪಷ್ಟಪಡಿಸಿದರು. ಬೆಂಗಳೂರು ಗ್ರಾಮಾಂತರ ಜಿಲ್ಲೆಯ ಅಭಿವೃದ್ಧಿ ಯೋಜನೆಗಳನ್ನು ಉದ್ಘಾಟಿಸಿ, ಶಂಕುಸ್ಥಾಪನೆ ನೆರವೇರಿಸಿ ಮಾತನಾಡಿದ ಅವರು, ಕಾಶ್ಮೀರದಲ್ಲಿ ನಡೆದ ದಾಳಿಯನ್ನು ತೀವ್ರವಾಗಿ ಖಂಡಿಸಿದರು. "ಭಾರತವನ್ನು ಕೆಣಕಿದರೆ ಅದು ಪಾಕಿಸ್ತಾನವೇ ಆಗಲಿ, ಯಾವುದೇ ದೇಶವಾಗಲಿ ಸುಮ್ಮನೆ ಬಿಡುವುದಿಲ್ಲ. ಯುದ್ಧಕ್ಕೆ ನಾವು ಸದಾ ಸಿದ್ಧ. ಸರ್ಕಾರ ಮತ್ತು ದೇಶದ ಜನತೆ ಸೈನ್ಯದ ಜೊತೆಗಿದ್ದಾರೆ" ಎಂದರು. [278,644,540,843]
ad-brand-logo-icon [170,822,186,838]
sports-col-3: ಮಕ್ಕಳು ಶಿಕ್ಷಣದ ಜೊತೆಗೆ ದೈಹಿಕವಾಗಿ ಮತ್ತು ಮಾನಸಿಕವಾಗಿ ಸದೃಢರಾಗಿರಬೇಕು. ಯೋಗ, ಆಟಗಳು ಮಕ್ಕಳ ಅಭಿವೃದ್ಧಿಗೆ ಅತ್ಯಂತ ಅಗತ್ಯ ಎಂದು ತಿಳಿಸಿದರು. ಪುರಸಭೆಯ ಅಧ್ಯಕ್ಷ ಸಿರಾಜ್ ಹುಸೇನ್ ಅವರು, "ಸಮಾಜ ಸೇವೆ ಮಾಡಲು ರಾಜಕೀಯದಲ್ಲಿರುವುದು ಅವಶ್ಯಕ. ಕ್ರೀಡಾಪಟುಗಳಿಗೆ ಸರ್ಕಾರ ಸೌಲಭ್ಯ ಒದಗಿಸಬೇಕು" ಎಂದು ಅಭಿಪ್ರಾಯಪಟ್ಟರು. ಟ್ರಸ್ಟ್ ಅಧ್ಯಕ್ಷ ಎಸ್. ಬೊಮ್ಮಯ್ಯ ಮಾತನಾಡಿ, ಟ್ರಸ್ಟ್ ನ ಉದ್ದೇಶ ಹಾಗೂ ಮುಂದಿನ ಯೋಜನೆಗಳ ಬಗ್ಗೆ ತಿಳಿಸಿದರು. ಕಾರ್ಯಕ್ರಮದ ನಿರೂಪಣೆಯನ್ನು ಚಂದ್ರಶೇಖರ್ ಅವರು ನಿರ್ವಹಿಸಿದರು. ಪ್ರಾರ್ಥನೆಯನ್ನು ಶಿಕ್ಷಕಿಯರು ನೆರವೇರಿಸಿದರು. ಸ್ವಾಗತ ಭಾಷಣವನ್ನು ಉಪನ್ಯಾಸಕರು ನಡೆಸಿಕೊಟ್ಟರು. ವಂದನಾರ್ಪಣೆಯನ್ನು ಕ್ರೀಡಾ ಸಂಚಾಲಕರು ನೆರವೇರಿಸಿದರು. ತಾಲೂಕಿನ ಎಲ್ಲಾ ಇಲಾಖೆಯ ಸಿಬ್ಬಂದಿ ಉಪಸ್ಥಿತರಿದ್ದರು. ಸಂಘಟಕರು ಎಲ್ಲರಿಗೂ ಕೃತಜ್ಞತೆ ಸಲ್ಲಿಸಿದರು. [746,1384,964,1639]
divider [51,1795,263,1798]
festival-col-2: ರಥಕ್ಕೆ ಪೂಜೆ ಸಲ್ಲಿಸುವ ಮೂಲಕ ಮಠದ ಪೀಠಾಧಿಪತಿಗಳು ರಥೋತ್ಸವಕ್ಕೆ ಚಾಲನೆ ನೀಡಿದರು. ಶ್ರೀ ಮಹಿಸಿದ್ದ ಮಲ್ಲಿಕಾರ್ಜುನ ಸ್ವಾಮೀಜಿ ಅವರು ಮಾತನಾಡಿ, ಮಠದ ಪರಂಪರೆ ಮತ್ತು ಸೇವಾ ಕಾರ್ಯಗಳನ್ನು ಸ್ಮರಿಸಿದರು. ಮಠವು ಅನ್ನ, ಅಕ್ಷರ, ಆಶ್ರಯ ದಾಸೋಹದ ಮೂಲಕ ಸಮಾಜಕ್ಕೆ ಸೇವೆ ಸಲ್ಲಿಸುತ್ತಿದೆ ಎಂದರು. ಭಕ್ತರ ಸಹಕಾರದಿಂದ ಪ್ರತಿವರ್ಷ ಜಾತ್ರೆ ವಿಜೃಂಭಣೆಯಿಂದ ನಡೆಯುತ್ತಿದೆ. ಕಾರ್ಯಕ್ರಮದಲ್ಲಿ ಸಂಸದರು, ಶಾಸಕರು, ಗ್ರಾಮ ಪಂಚಾಯಿತಿ ಅಧ್ಯಕ್ಷರು, ಸದಸ್ಯರು, ಮಠದ ಭಕ್ತರು, ಸಮಿತಿಯ ಪದಾಧಿಕಾರಿಗಳು ಮತ್ತು ಗ್ರಾಮದ ಹಿರಿಯರು ಭಾಗವಹಿಸಿದ್ದರು. ರಥೋತ್ಸವದ ನಂತರ ಸಾಂಸ್ಕೃತಿಕ ಕಾರ್ಯಕ್ರಮಗಳು ಮತ್ತು ಧಾರ್ಮಿಕ ಸಭೆ ನಡೆಯಿತು. ಭಕ್ತರು ತಮ್ಮ ಹರಕೆ ತೀರಿಸಿದರು. ಗ್ರಾಮದ ಯುವಕರು ಸ್ವಯಂಸೇವಕರಾಗಿ ವ್ಯವಸ್ಥೆಗೆ ಸಹಕರಿಸಿದರು. [1209,1857,1429,2093]
cartoon-header: ಕಡ್ಡಿ ಕಾರ್ಟೂನ್ [53,539,260,562]
ad-contact-label: ಸುದ್ದಿ ಮತ್ತು ಜಾಹೀರಾತಿಗಾಗಿ ಸಂಪರ್ಕಿಸಿ [102,1180,211,1190]
left-story-1-body: ಬಳ್ಳಾರಿ: ಬಳ್ಳಾರಿ ವಲಯದ ಪೊಲೀಸ್ ಮಹಾ ನಿರೀಕ್ಷಕರಾದ ಬಿ.ಎಸ್.ಲೋಕೇಶ್ ಕುಮಾರ್ ಅವರ ನಿವೃತ್ತಿ ಹಿನ್ನೆಲೆಯಲ್ಲಿ ಏ.29 ರಂದು ಬೆಳಿಗ್ಗೆ 11 ಗಂಟೆಗೆ ನಗರದ ಕೋಟೆ ಪ್ರದೇಶದ ಜಿಲ್ಲಾ ಪಂಚಾಯತ್ ಸಭಾಂಗಣದಲ್ಲಿ ಸನ್ಮಾನ ಸಮಾರಂಭ ಹಮ್ಮಿಕೊಳ್ಳಲಾಗಿದೆ. ಅದೇ ದಿನದಂದು ಸಂಜೆ 4.30 ಗಂಟೆಗೆ ಜಿಲ್ಲಾ ಸಶಸ್ತ್ರ ಪೊಲೀಸ್ ಕವಾಯತು ಮೈದಾನದಲ್ಲಿ ಬೀಳ್ಕೊಡುಗೆ ಸಮಾರಂಭ ಆಯೋಜಿಸಿದ್ದು ವಿಶೇಷ ಕವಾಯತು ಮೂಲಕ ಗೌರವ ಸಲ್ಲಿಸಲಾಗುವುದು. ಬಳ್ಳಾರಿ ವಲಯ ಪೊಲೀಸ್ ಮಹಾ ನಿರೀಕ್ಷಕರಾದ ಬಿ.ಎಸ್. ಲೋಕೇಶ್ ಕುಮಾರ್ ಅವರು ಮುಖ್ಯ ಅತಿಥಿಗಳಾಗಿ ಭಾಗವಹಿಸುವರು. ಜಿಲ್ಲಾ ಪೊಲೀಸ್ ಅಧೀಕ್ಷಕರಾದ ಡಾ.ಶೋಭಾ ರಾಣಿ ವಿ.ಜೆ ಅವರು ಸಮಾರಂಭದ ಅಧ್ಯಕ್ಷತೆ ವಹಿಸುವರು. ಹೆಚ್ಚುವರಿ ಪೊಲೀಸ್ ಅಧೀಕ್ಷಕರಾದ ಕೆ.ಪಿ.ರವಿಕುಮಾರ್, ಎನ್.ನವೀನ್ ಕುಮಾರ್ ಸೇರಿದಂತೆ ಪೊಲೀಸ್ ಅಧಿಕಾರಿಗಳು ಹಾಗೂ ಸಿಬ್ಬಂದಿ ವರ್ಗ ಹಾಗೂ ಇನ್ನಿತರರು ಉಪಸ್ಥಿತರಿರುವರು ಎಂದು ಜಿಲ್ಲಾ ಪೊಲೀಸ್ ಇಲಾಖೆ ಪ್ರಕಟಣೆ ತಿಳಿಸಿದೆ. [51,1267,263,1578]
youtube-icon: ▶ [236,1007,251,1017]
hampi-chariot-logo [855,212,1059,416]
lead-col-4: ಪಾಕ್ ಮಾಧ್ಯಮಗಳಲ್ಲಿ ಸುದ್ದಿಯಾದ ಸಿದ್ದರಾಮಯ್ಯ: ಪಹಲ್ಗಾಮ್ ದಾಳಿಗೆ ಸಂಬಂಧಿಸಿ ಸಿಎಂ ಸಿದ್ದರಾಮಯ್ಯ ನೀಡಿದ್ದ ಹೇಳಿಕೆ ಪಾಕ್ ಮೀಡಿಯಾಗಳಲ್ಲಿ ಪ್ರಚಾರ ಪಡೆದುಕೊಂಡಿದೆ. ಈ ವಿಡಿಯೋ ಸಾಮಾಜಿಕ ಜಾಲತಾಣಗಳಲ್ಲಿ ಹರಿದಾಡುತ್ತಿದ್ದು, ಹಲವರು ವಿರೋಧ ವ್ಯಕ್ತಪಡಿಸಿದ್ದಾರೆ. ಮೈಸೂರಿನಲ್ಲಿ ಪಹಲ್ಗಾಮ್ ದಾಳಿಯ ಬಗ್ಗೆ ಮಾತನಾಡಿದ್ದ ಸಿಎಂ ಸಿದ್ದರಾಮಯ್ಯ, "ಪಾಕಿಸ್ತಾನದ ಜೊತೆ ಯುದ್ಧದ ಅಗತ್ಯವಿಲ್ಲ. ಪ್ರವಾಸಿಗರಿಗೆ ಭದ್ರತೆ ನೀಡುವಲ್ಲಿ ಕೇಂದ್ರ ವಿಫಲವಾಗಿದೆ. ಈ ಹಿಂದೆ ಪುಲ್ವಾಮಾ ದಾಳಿಯಲ್ಲೂ ಇದೇ ರೀತಿ ಆಗಿತ್ತು. ಕೇಂದ್ರ ಸರ್ಕಾರದ ಭದ್ರತಾ ವೈಫಲ್ಯ ಇದಕ್ಕೆ ಕಾರಣ" ಎಂದಿದ್ದರು. [1220,644,1429,843]
english-name: VIJAYANAGARAVANI [549,440,902,479]
divider [275,1009,1429,1012]
